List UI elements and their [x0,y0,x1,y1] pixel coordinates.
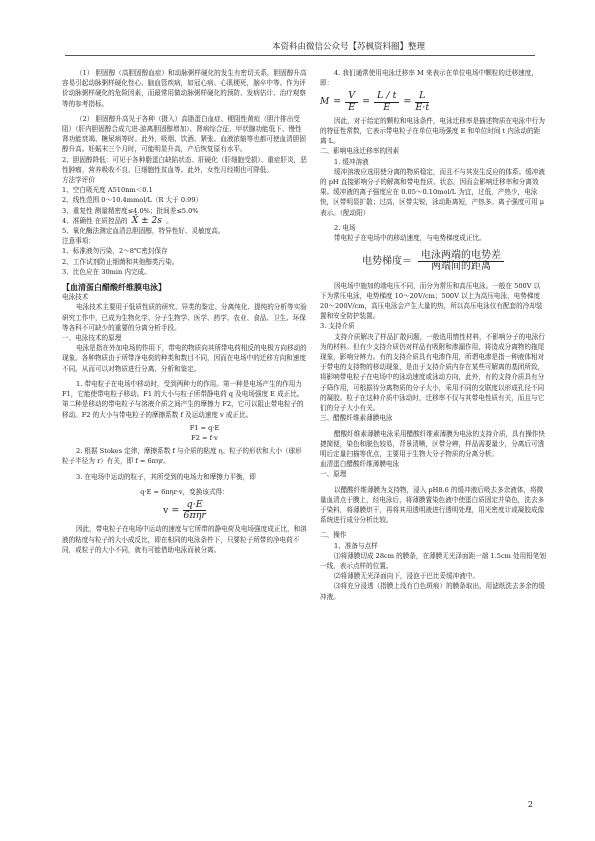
mobility-formula [320,91,546,112]
note-item: 2、工作试剂防止细菌和其他醇类污染。 [62,257,179,266]
formula-lhs: v = [163,504,180,516]
fraction [183,500,206,521]
denominator: 6πηr [183,510,206,522]
formula: F2 = f·v [191,433,218,442]
force-formulas [102,423,307,443]
paragraph: 3. 在电场中运动的粒子，其所受到的电场力和摩擦力平衡，即 [76,472,256,481]
numerator: V [345,91,358,102]
heading: 血清蛋白醋酸纤维薄膜电泳 [320,460,400,469]
method-item-text: 。 [166,216,173,225]
method-item: 3、重复性 测量精密度≤4.0%；批间差≤5.0% [62,206,199,215]
formula: F1 = q·E [189,423,220,432]
formula: q·E = 6πηr·v，变换该式得： [140,487,229,496]
paragraph: 1. 带电粒子在电场中移动时，受到两种力的作用。第一种是电场产生的作用力 F1，它能使带电粒子移动。F1 的大小与粒子所带静电荷 q 及电场强度 E 成正比。第二种是移动的带电粒子与溶液介质之间产生的摩擦力 F2，它可以阻止带电粒子的移动。F2 的大小与带电粒子的摩擦系数 f 及运动速度 v 成正比。 [62,379,304,419]
paragraph: （2） 胆固醇升高见于各种（摄入）高脂蛋白血症、梗阻性黄疸（胆汁排出受阻）（肝内胆固醇合成亢进-游离胆固醇增加）、肾病综合征、甲状腺功能低下、慢性肾功能衰竭、糖尿病等时。此外，吸烟、饮酒、紧张、血液浓缩等也都可使血清胆固醇升高。妊娠末三个月时，可能明显升高，产后恢复原有水平。 [62,114,306,154]
paragraph: 带电粒子在电场中的移动速度，与电势梯度成正比。 [334,234,486,243]
gradient-formula [320,251,546,272]
step-item: ⑴将薄膜切成 28cm 的膜条，在薄膜无光泽面距一端 1.5cm 处用铅笔划一线，表示点样的位置。 [320,551,546,570]
step-item: ⑵将薄膜无光泽面向下，浸泡于巴比妥缓冲液中。 [334,572,480,581]
fraction [415,91,429,112]
fraction [345,91,358,112]
paragraph: 以醋酸纤维薄膜为支持物，浸入 pH8.6 的缓冲液后吸去多余液体，将微量血清点于膜上，经电泳后，将薄膜置染色液中使蛋白质固定并染色，洗去多于染料，将薄膜烘干，再将其用透明液进行透明处理，用光密度计或凝胶成像系统进行成分分析比较。 [320,485,545,525]
subsection-label: 电泳技术 [62,293,89,302]
numerator: 电泳两端的电势差 [418,251,504,262]
paragraph: 醋酸纤维素薄膜电泳采用醋酸纤维素薄膜为电泳的支持介质，具有操作快捷简便，染色和脱色较易，背景清晰，区带分辨，样品需要量少，分离后可透明后定量扫描等优点，主要用于生物大分子物质的分离分析。 [320,429,545,458]
right-column [320,68,546,602]
fraction [418,251,504,272]
heading: 二、影响电泳迁移率的因素 [320,147,400,156]
denominator: E [383,101,391,113]
subheading: 1. 缓冲溶液 [334,157,369,166]
formula-lhs: 电势梯度＝ [362,255,412,267]
heading: 一、原理 [320,470,347,479]
method-item: 5、氧化酶法测定血清总胆固醇，特异性好、灵敏度高。 [62,227,225,236]
paragraph: 因电场中施加的端电压不同，而分为常压和高压电泳。一般在 500V 以下为常压电泳，电势梯度 10～20V/cm；500V 以上为高压电泳，电势梯度 20～200V/cm，高压电泳会产生大量的热，所以高压电泳仪有配套的冷却装置和安全防护装置。 [320,281,543,321]
heading: 三、醋酸纤维素薄膜电泳 [320,414,393,423]
method-item [62,216,307,226]
paragraph: 支持介质解决了样品扩散问题，一般选用惰性材料，不影响分子的电泳行为的材料。但有少支持介质仍对样品有吸附和渗漏作用，将造成分离物的拖尾现象，影响分辨力。有的支持介质具有电渗作用，所谓电渗是指一种液体相对于带电的支持物的移动现象，是由于支持介质内存在某些可解离的基团所致，将影响带电粒子在电场中的泳动速度或泳动方向，此外，有的支持介质具有分子筛作用，可根据待分离物质的分子大小，采用不同的交联度以形成孔径不同的凝胶。粒子在这种介质中泳动时，迁移率不仅与其带电性质有关，而且与它们的分子大小有关。 [320,332,545,413]
denominator: E·t [415,101,430,113]
numerator: L [415,91,429,102]
paragraph: （1） 胆固醇（高胆固醇血症）和动脉粥样硬化的发生有密切关系，胆固醇升高容易引起动脉粥样硬化性心、脑血管疾病，如冠心病、心肌梗死，脑卒中等。作为评价动脉粥样硬化的危险因素，而最常用做动脉粥样硬化的预防、发病估计、治疗观察等的参考指标。 [62,69,307,108]
method-item-text: 4、准确性 在质控品的 [62,216,128,225]
paragraph: 缓冲溶液应选用使分离的物质稳定，而且不与其发生反应的体系。缓冲液的 pH 直接影响分子的解离和带电性质、状态，因而会影响迁移率和分离效果。缓冲液的离子强度应在 0.05～0.10mol/L 为宜，过低，产热少，电泳快，区带明显扩散；过高，区带尖锐，泳动距离短，产热多。离子强度可用 μ 表示。（配动阳） [320,167,545,217]
numerator: L / t [374,91,399,102]
numerator: q·E [183,500,206,511]
heading: 一、电泳技术的原理 [62,334,122,343]
heading: 二、操作 [320,531,347,540]
page-header: 本资料由微信公众号【苏枫资料圈】整理 [271,42,425,52]
paragraph: 2、胆固醇降低：可见于各种脂蛋白缺陷状态、肝硬化（肝细胞受损）、重症肝炎，恶性肿瘤、营养吸收不良、巨细胞性贫血等。此外，女性月经期也可降低。 [62,155,307,174]
notes-title: 注意事项： [62,237,95,246]
subheading: 3. 支持介质 [320,322,355,331]
subheading: 1、准备与点样 [334,541,378,550]
paragraph: 因此，对于给定的颗粒和电泳条件，电泳迁移率是描述物质在电泳中行为的特征性常数，它表示带电粒子在单位电场强度 E 和单位时间 t 内泳动的距离 L。 [320,116,545,146]
paragraph: 电泳是指在外加电场的作用下，带电的物质向其所带电荷相反的电极方向移动的现象。各种物质由于所带净电荷的种类和数目不同，因而在电场中的迁移方向和速度不同。从而可以对物质进行分离、分析和鉴定。 [62,344,307,373]
page-number: 2 [527,800,533,809]
method-item: 2、线性范围 0～10.4mmol/L（R 大于 0.99） [62,196,203,205]
mean-formula: X̄ ± 2s [131,215,162,226]
formula-equals: = [362,96,371,107]
left-column [62,68,307,555]
denominator: 两端间的距离 [431,261,491,273]
note-item: 3、比色应在 30min 内完成。 [62,267,151,276]
method-title: 方法学评价 [62,176,95,185]
paragraph: 因此，带电粒子在电场中运动的速度与它所带的静电荷及电场强度成正比，和溶液的粘度与粒子的大小成反比，即在相同的电泳条件下，只要粒子所带的净电荷不同，或粒子的大小不同，就有可能借助电泳而被分离。 [62,525,307,554]
denominator: E [348,101,356,113]
formula-symbol: M [320,97,330,107]
paragraph: 4. 我们通常使用电泳迁移率 M 来表示在单位电场中颗粒的迁移速度，即： [320,69,538,88]
paragraph: 电泳技术主要用于低质性质的研究、异类的鉴定、分离纯化、提纯的分析等实验研究工作中，已成为生物化学、分子生物学、医学、药学、农业、食品、卫生、环保等各科不可缺少的重要的分离分析手段。 [62,303,307,332]
method-item: 1、空白吸光度 A510nm＜0.1 [62,186,153,195]
formula-equals: = [333,96,342,107]
subheading: 2. 电场 [334,223,356,232]
header-rule [65,55,535,56]
note-item: 1、标准液勿污染，2～8℃密封保存 [62,247,168,256]
paragraph: 2. 根据 Stokes 定律，摩擦系数 f 与介质的粘度 η、粒子的形状和大小（球形粒子半径为 r）有关，即 f = 6πηr。 [62,447,302,466]
velocity-formula [62,500,307,521]
step-item: ⑶将充分浸透（指膜上没有白色斑痕）的膜条取出，用滤纸洗去多余的缓冲液。 [320,582,545,601]
fraction [374,91,399,112]
formula-equals: = [403,96,412,107]
section-title: 【血清蛋白醋酸纤维膜电泳】 [62,282,166,293]
